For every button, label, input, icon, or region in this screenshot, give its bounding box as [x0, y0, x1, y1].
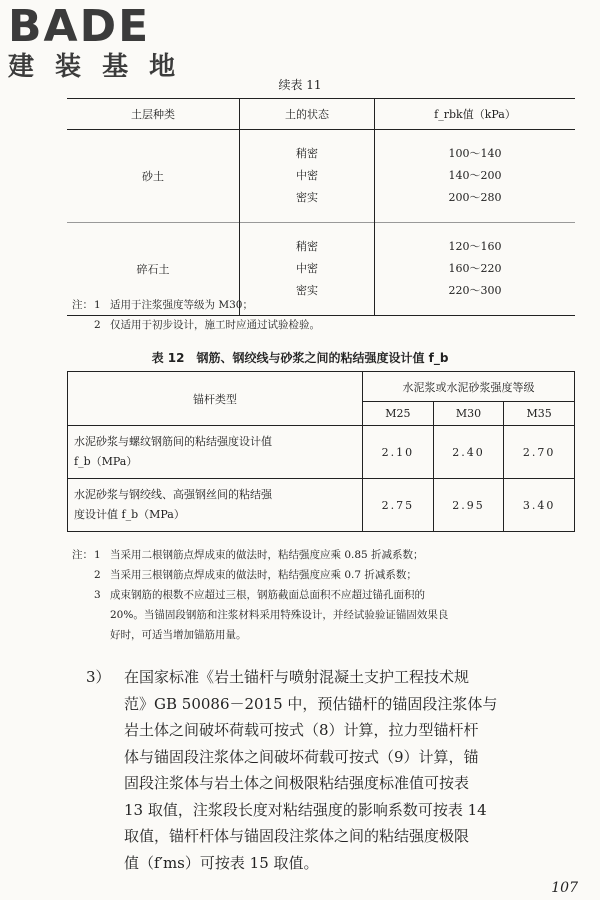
- note-text: 当采用三根钢筋点焊成束的做法时，粘结强度应乘 0.7 折减系数；: [110, 569, 417, 581]
- header-soil-type: 土层种类: [67, 99, 240, 130]
- state-value: 密实: [296, 284, 318, 297]
- header-grade-group: 水泥浆或水泥砂浆强度等级: [363, 372, 575, 402]
- paragraph-line: 体与锚固段注浆体之间破坏荷载可按式（9）计算，锚: [124, 747, 479, 766]
- value-cell: 2.10: [363, 426, 434, 479]
- table11-notes: [72, 296, 582, 336]
- paragraph-index: 3）: [86, 668, 111, 686]
- paragraph-line: 在国家标准《岩土锚杆与喷射混凝土支护工程技术规: [124, 668, 470, 686]
- logo-subtitle: 建 装 基 地: [8, 52, 182, 82]
- page-number: 107: [551, 880, 578, 896]
- paragraph-line: 13 取值，注浆段长度对粘结强度的影响系数可按表 14: [124, 800, 487, 819]
- frbk-value: 200～280: [448, 191, 502, 204]
- desc-line: f_b（MPa）: [74, 455, 138, 468]
- note-label: 注：: [72, 299, 93, 311]
- state-value: 稍密: [296, 147, 318, 160]
- note-label: 注：: [72, 549, 93, 561]
- note-number: 2: [94, 319, 101, 331]
- frbk-value: 100～140: [448, 147, 502, 160]
- table12: [67, 371, 575, 532]
- body-paragraph: [86, 664, 590, 876]
- table12-notes: [72, 546, 592, 646]
- paragraph-line: 值（f′ms）可按表 15 取值。: [124, 853, 319, 872]
- state-value: 中密: [296, 169, 318, 182]
- table11: [67, 98, 575, 316]
- note-text: 当采用二根钢筋点焊成束的做法时，粘结强度应乘 0.85 折减系数；: [110, 549, 424, 561]
- note-number: 3: [94, 589, 101, 601]
- note-text: 成束钢筋的根数不应超过三根，钢筋截面总面积不应超过锚孔面积的: [110, 589, 425, 601]
- state-cell: [240, 130, 375, 223]
- table-row: [68, 426, 575, 479]
- soil-type-cell: 碎石土: [67, 223, 240, 316]
- table-row: [67, 130, 575, 223]
- frbk-value: 160～220: [448, 262, 502, 275]
- note-text: 20%。当锚固段钢筋和注浆材料采用特殊设计，并经试验验证锚固效果良: [110, 609, 449, 621]
- frbk-value: 140～200: [448, 169, 502, 182]
- desc-line: 水泥砂浆与螺纹钢筋间的粘结强度设计值: [74, 435, 272, 448]
- note-text: 好时，可适当增加锚筋用量。: [110, 629, 247, 641]
- header-grade-m35: M35: [504, 402, 575, 426]
- paragraph-line: 固段注浆体与岩土体之间极限粘结强度标准值可按表: [124, 774, 470, 792]
- desc-line: 度设计值 f_b（MPa）: [74, 508, 185, 521]
- state-value: 中密: [296, 262, 318, 275]
- anchor-type-cell: [68, 426, 363, 479]
- value-cell: 3.40: [504, 479, 575, 532]
- note-number: 2: [94, 569, 101, 581]
- frbk-value: 220～300: [448, 284, 502, 297]
- note-number: 1: [94, 549, 101, 561]
- frbk-cell: [375, 130, 576, 223]
- bade-logo: [8, 1, 182, 82]
- note-text: 仅适用于初步设计，施工时应通过试验检验。: [110, 319, 320, 331]
- paragraph-line: 岩土体之间破坏荷载可按式（8）计算，拉力型锚杆杆: [124, 721, 479, 739]
- note-text: 适用于注浆强度等级为 M30；: [110, 299, 253, 311]
- header-grade-m25: M25: [363, 402, 434, 426]
- state-value: 稍密: [296, 240, 318, 253]
- table12-caption: 表 12 钢筋、钢绞线与砂浆之间的粘结强度设计值 f_b: [151, 351, 449, 365]
- anchor-type-cell: [68, 479, 363, 532]
- logo-text: BADE: [8, 1, 151, 52]
- paragraph-line: 取值，锚杆杆体与锚固段注浆体之间的粘结强度极限: [124, 827, 470, 845]
- soil-type-cell: 砂土: [67, 130, 240, 223]
- state-value: 密实: [296, 191, 318, 204]
- table11-caption: 续表 11: [278, 78, 322, 92]
- header-soil-state: 土的状态: [240, 99, 375, 130]
- paragraph-line: 范》GB 50086－2015 中，预估锚杆的锚固段注浆体与: [124, 694, 498, 713]
- table-header-row: [68, 372, 575, 402]
- table-header-row: [67, 99, 575, 130]
- value-cell: 2.70: [504, 426, 575, 479]
- value-cell: 2.40: [433, 426, 504, 479]
- desc-line: 水泥砂浆与钢绞线、高强钢丝间的粘结强: [74, 488, 272, 501]
- header-anchor-type: 锚杆类型: [68, 372, 363, 426]
- frbk-value: 120～160: [448, 240, 502, 253]
- note-number: 1: [94, 299, 101, 311]
- header-grade-m30: M30: [433, 402, 504, 426]
- table-row: [68, 479, 575, 532]
- value-cell: 2.75: [363, 479, 434, 532]
- value-cell: 2.95: [433, 479, 504, 532]
- header-frbk: f_rbk值（kPa）: [375, 99, 576, 130]
